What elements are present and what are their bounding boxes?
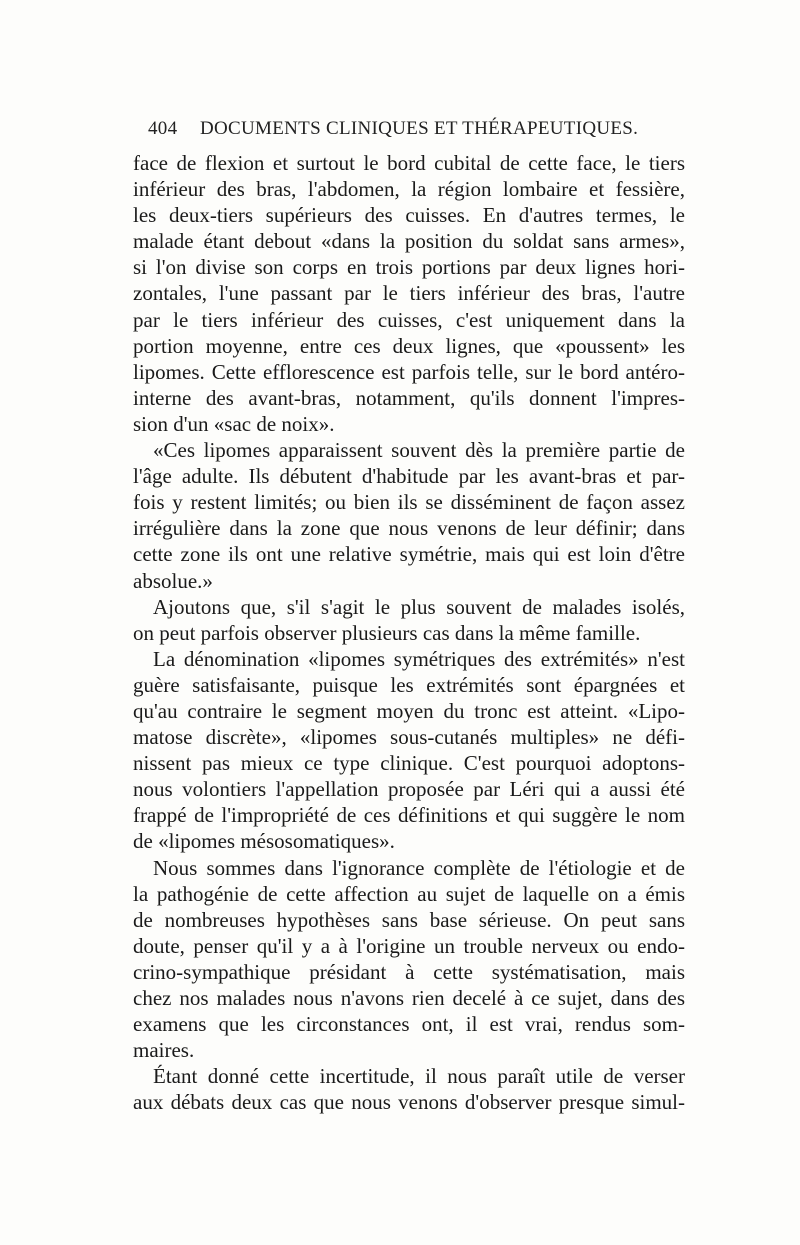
text-line: par le tiers inférieur des cuisses, c'est uniquement dans la — [133, 307, 685, 332]
text-line: matose discrète», «lipomes sous-cutanés multiples» ne défi- — [133, 725, 685, 750]
text-line: Étant donné cette incertitude, il nous paraît utile de verser — [153, 1064, 685, 1089]
text-line: cette zone ils ont une relative symétrie, mais qui est loin d'être — [133, 542, 685, 567]
text-line: frappé de l'impropriété de ces définitions et qui suggère le nom — [133, 803, 685, 828]
text-line: nous volontiers l'appellation proposée par Léri qui a aussi été — [133, 777, 685, 802]
text-line: nissent pas mieux ce type clinique. C'est pourquoi adoptons- — [133, 751, 685, 776]
text-line: inférieur des bras, l'abdomen, la région lombaire et fessière, — [133, 177, 685, 202]
text-line: Nous sommes dans l'ignorance complète de l'étiologie et de — [153, 855, 685, 880]
text-line: «Ces lipomes apparaissent souvent dès la première partie de — [153, 438, 685, 463]
body-text — [133, 150, 685, 1115]
text-line: absolue.» — [133, 568, 213, 593]
running-title: DOCUMENTS CLINIQUES ET THÉRAPEUTIQUES. — [200, 118, 639, 139]
text-line: irrégulière dans la zone que nous venons de leur définir; dans — [133, 516, 685, 541]
running-header — [148, 118, 668, 148]
page-number: 404 — [148, 118, 178, 139]
text-line: zontales, l'une passant par le tiers inférieur des bras, l'autre — [133, 281, 685, 306]
text-line: malade étant debout «dans la position du soldat sans armes», — [133, 229, 685, 254]
text-line: face de flexion et surtout le bord cubital de cette face, le tiers — [133, 151, 685, 175]
text-line: les deux-tiers supérieurs des cuisses. En d'autres termes, le — [133, 203, 685, 228]
text-line: l'âge adulte. Ils débutent d'habitude par les avant-bras et par- — [133, 464, 685, 489]
text-line: aux débats deux cas que nous venons d'observer presque simul- — [133, 1090, 685, 1115]
text-line: Ajoutons que, s'il s'agit le plus souvent de malades isolés, — [153, 594, 685, 619]
text-line: portion moyenne, entre ces deux lignes, que «poussent» les — [133, 333, 685, 358]
text-line: maires. — [133, 1038, 195, 1063]
text-line: doute, penser qu'il y a à l'origine un trouble nerveux ou endo- — [133, 933, 685, 958]
text-line: de nombreuses hypothèses sans base sérieuse. On peut sans — [133, 907, 685, 932]
text-line: lipomes. Cette efflorescence est parfois telle, sur le bord antéro- — [133, 359, 685, 384]
text-line: interne des avant-bras, notamment, qu'ils donnent l'impres- — [133, 385, 685, 410]
text-line: si l'on divise son corps en trois portions par deux lignes hori- — [133, 255, 685, 280]
text-line: sion d'un «sac de noix». — [133, 411, 335, 436]
text-line: fois y restent limités; ou bien ils se disséminent de façon assez — [133, 490, 685, 515]
text-line: guère satisfaisante, puisque les extrémités sont épargnées et — [133, 672, 685, 697]
text-line: examens que les circonstances ont, il est vrai, rendus som- — [133, 1012, 685, 1037]
text-line: qu'au contraire le segment moyen du tronc est atteint. «Lipo- — [133, 698, 685, 723]
text-line: chez nos malades nous n'avons rien decelé à ce sujet, dans des — [133, 986, 685, 1010]
text-line: crino-sympathique présidant à cette systématisation, mais — [133, 959, 685, 984]
text-line: La dénomination «lipomes symétriques des extrémités» n'est — [153, 646, 685, 671]
text-line: la pathogénie de cette affection au sujet de laquelle on a émis — [133, 881, 685, 906]
text-line: on peut parfois observer plusieurs cas dans la même famille. — [133, 620, 641, 645]
text-line: de «lipomes mésosomatiques». — [133, 829, 395, 854]
